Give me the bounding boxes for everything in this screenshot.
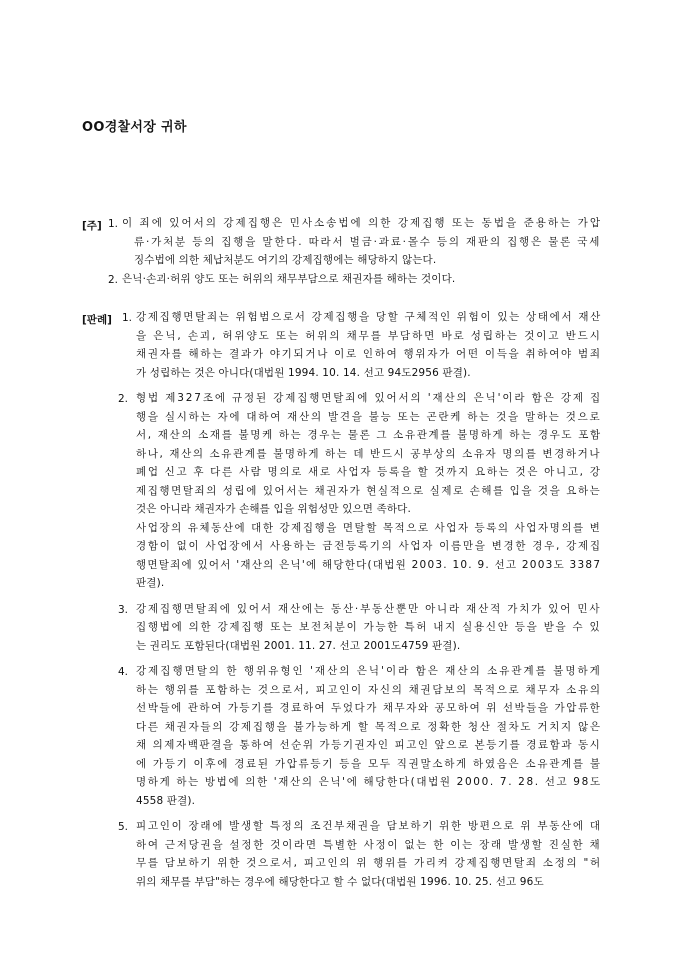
note-line: 류·가처분 등의 집행을 말한다. 따라서 벌금·과료·몰수 등의 재판의 집행은 물론 국세 bbox=[134, 235, 602, 248]
case-line: 제집행면탈죄의 성립에 있어서는 채권자가 현실적으로 실제로 손해를 입을 것을 요하는 bbox=[136, 484, 602, 497]
note-number: 1. bbox=[108, 218, 119, 230]
case-line: 가 성립하는 것은 아니다(대법원 1994. 10. 14. 선고 94도2956 판결). bbox=[136, 366, 471, 379]
case-line: 는 권리도 포함된다(대법원 2001. 11. 27. 선고 2001도4759 판결). bbox=[136, 639, 461, 652]
note-line: 은닉·손괴·허위 양도 또는 허위의 채무부담으로 채권자를 해하는 것이다. bbox=[122, 272, 456, 285]
case-line: 무를 담보하기 위한 것으로서, 피고인의 위 행위를 가리켜 강제집행면탈죄 소정의 "허 bbox=[136, 857, 602, 869]
case-number: 4. bbox=[118, 666, 129, 678]
case-line: 강제집행면탈죄는 위험범으로서 강제집행을 당할 구체적인 위험이 있는 상태에서 재산 bbox=[136, 311, 602, 323]
case-line: 다른 채권자들의 강제집행을 불가능하게 할 목적으로 정확한 청산 절차도 거치지 않은 bbox=[136, 720, 602, 733]
cases-label: [판례] bbox=[82, 314, 112, 326]
note-number: 2. bbox=[108, 273, 119, 286]
case-line: 선박들에 관하여 가등기를 경료하여 두었다가 채무자와 공모하여 위 선박들을 가압류한 bbox=[136, 702, 602, 714]
addressee-title: OO경찰서장 귀하 bbox=[82, 120, 187, 135]
case-line: 강제집행면탈의 한 행위유형인 '재산의 은닉'이라 함은 재산의 소유관계를 불명하게 bbox=[136, 665, 602, 677]
case-line: 행면탈죄에 있어서 '재산의 은닉'에 해당한다(대법원 2003. 10. 9. 선고 2003도 3387 bbox=[136, 558, 602, 571]
case-line: 에 가등기 이후에 경료된 가압류등기 등을 모두 직권말소하게 하였음은 소유관계를 불 bbox=[136, 757, 602, 770]
case-line: 것은 아니라 채권자가 손해를 입을 위험성만 있으면 족하다. bbox=[136, 503, 411, 515]
case-line: 위의 채무를 부담"하는 경우에 해당한다고 할 수 없다(대법원 1996. 10. 25. 선고 96도 bbox=[136, 875, 544, 888]
case-number: 1. bbox=[122, 312, 133, 324]
case-number: 3. bbox=[118, 603, 129, 616]
case-line: 채권자를 해하는 결과가 야기되거나 이로 인하여 행위자가 어떤 이득을 취하여야 범죄 bbox=[136, 348, 602, 360]
case-number: 5. bbox=[118, 821, 129, 833]
case-line: 판결). bbox=[136, 577, 165, 589]
case-line: 하나, 재산의 소유관계를 불명하게 하는 데 반드시 공부상의 소유자 명의를 변경하거나 bbox=[136, 447, 602, 460]
note-line: 이 죄에 있어서의 강제집행은 민사소송법에 의한 강제집행 또는 동법을 준용하는 가압 bbox=[122, 217, 603, 229]
case-line: 강제집행면탈죄에 있어서 재산에는 동산·부동산뿐만 아니라 재산적 가치가 있어 민사 bbox=[136, 602, 602, 615]
notes-label: [주] bbox=[82, 220, 102, 232]
case-line: 채 의제자백판결을 통하여 선순위 가등기권자인 피고인 앞으로 본등기를 경료함과 동시 bbox=[136, 739, 602, 751]
case-number: 2. bbox=[118, 393, 129, 405]
case-line: 피고인이 장래에 발생할 특정의 조건부채권을 담보하기 위한 방편으로 위 부동산에 대 bbox=[136, 820, 602, 832]
case-line: 경함이 없이 사업장에서 사용하는 금전등록기의 사업자 이름만을 변경한 경우, 강제집 bbox=[136, 540, 602, 552]
case-line: 집행법에 의한 강제집행 또는 보전처분이 가능한 특허 내지 실용신안 등을 받을 수 있 bbox=[136, 621, 602, 633]
case-line: 폐업 신고 후 다른 사람 명의로 새로 사업자 등록을 할 것까지 요하는 것은 아니고, 강 bbox=[136, 466, 602, 478]
case-line: 형법 제327조에 규정된 강제집행면탈죄에 있어서의 '재산의 은닉'이라 함은 강제 집 bbox=[136, 392, 603, 404]
case-line: 행을 실시하는 자에 대하여 재산의 발견을 불능 또는 곤란케 하는 것을 말하는 것으로 bbox=[136, 410, 602, 423]
case-line: 사업장의 유체동산에 대한 강제집행을 면탈할 목적으로 사업자 등록의 사업자명의를 변 bbox=[136, 521, 602, 534]
case-line: 명하게 하는 방법에 의한 '재산의 은닉'에 해당한다(대법원 2000. 7. 28. 선고 98도 bbox=[136, 776, 602, 788]
note-line: 징수법에 의한 체납처분도 여기의 강제집행에는 해당하지 않는다. bbox=[134, 254, 437, 266]
case-line: 서, 재산의 소재를 불명케 하는 경우는 물론 그 소유관계를 불명하게 하는 경우도 포함 bbox=[136, 429, 602, 441]
case-line: 하는 행위를 포함하는 것으로서, 피고인이 자신의 채권담보의 목적으로 채무자 소유의 bbox=[136, 683, 602, 696]
case-line: 4558 판결). bbox=[136, 794, 196, 807]
case-line: 을 은닉, 손괴, 허위양도 또는 허위의 채무를 부담하면 바로 성립하는 것이고 반드시 bbox=[136, 329, 602, 342]
case-line: 하여 근저당권을 설정한 것이라면 특별한 사정이 없는 한 이는 장래 발생할 진실한 채 bbox=[136, 838, 602, 851]
